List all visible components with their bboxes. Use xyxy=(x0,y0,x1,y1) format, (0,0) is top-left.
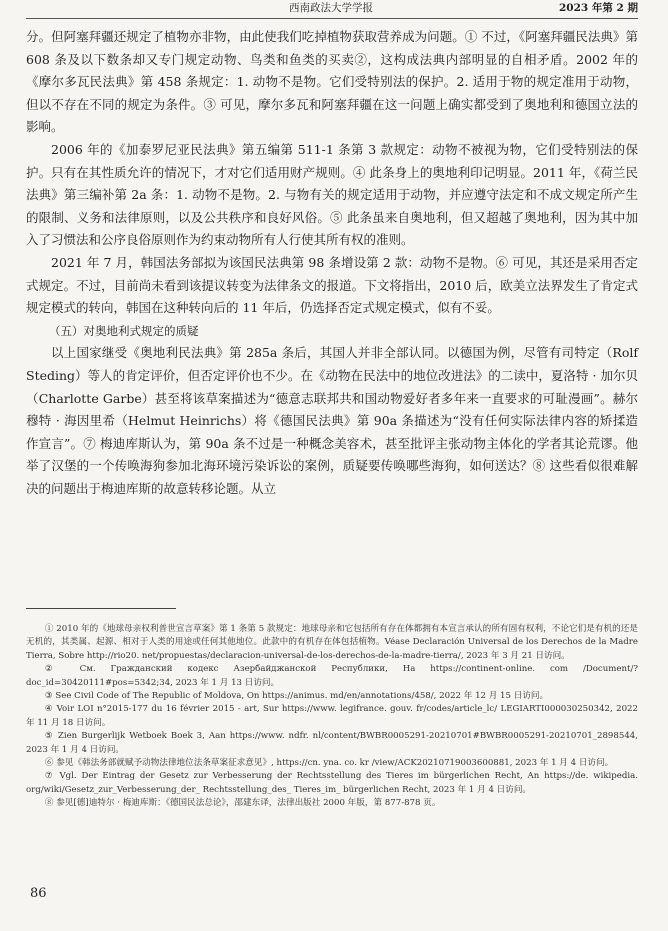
footnote: ⑤ Zien Burgerlijk Wetboek Boek 3, Aan https://www. ndfr. nl/content/BWBR0005291-20210701#BWBR0005291-20210701_2898544, 2023 年 1 月 4 日访问。 xyxy=(26,731,638,755)
paragraph: 2006 年的《加泰罗尼亚民法典》第五编第 511-1 条第 3 款规定：动物不被视为物，它们受特别法的保护。只有在其性质允许的情况下，才对它们适用财产规则。④ 此条身上的奥地利印记明显。2011 年，《荷兰民法典》第三编补第 2a 条：1. 动物不是物。2. 与物有关的规定适用于动物，并应遵守法定和不成文规定所产生的限制、义务和法律原则，以及公共秩序和良好风俗。⑤ 此条虽来自奥地利，但又超越了奥地利，因为其中加入了习惯法和公序良俗原则作为约束动物所有人行使其所有权的准则。 xyxy=(26,141,638,248)
section-heading: （五）对奥地利式规定的质疑 xyxy=(49,323,199,338)
footnote: ⑥ 参见《韩法务部就赋予动物法律地位法条草案征求意见》, https://cn. yna. co. kr /view/ACK20210719003600881, 2023 年 1 月 4 日访问。 xyxy=(44,758,614,769)
footnote: ① 2010 年的《地球母亲权利普世宣言草案》第 1 条第 5 款规定：地球母亲和它包括所有存在体都拥有本宣言承认的所有固有权利，不论它们是有机的还是无机的，其类属、起源、相对于人类的用途或任何其他地位。此款中的有机存在体包括植物。Véase Declaración Universal de los Derechos de la Madre Tierra, Sobre http://rio20. net/propuestas/declaracion-universal-de-los-derechos-de-la-madre-tierra/, 2023 年 3 月 21 日访问。 xyxy=(26,624,638,661)
footnote: ⑧ 参见[德]迪特尔 · 梅迪库斯：《德国民法总论》，邵建东译，法律出版社 2000 年版，第 877-878 页。 xyxy=(44,798,441,809)
footnote: ④ Voir LOI n°2015-177 du 16 février 2015 - art, Sur https://www. legifrance. gouv. fr/codes/article_lc/ LEGIARTI000030250342, 2022 年 11 月 18 日访问。 xyxy=(26,704,638,728)
body-text xyxy=(26,26,638,500)
footnote: ② Cм. Гражданский кодекс Азербайджанской Республики, На https://continent-online. com /Document/? doc_id=30420111#pos=5342;34, 2023 年 1 月 13 日访问。 xyxy=(26,664,638,688)
footnotes xyxy=(26,623,638,811)
journal-title: 西南政法大学学报 xyxy=(289,2,373,14)
page-number: 86 xyxy=(30,886,47,901)
issue-label: 2023 年第 2 期 xyxy=(559,2,638,14)
footnote: ⑦ Vgl. Der Eintrag der Gesetz zur Verbesserung der Rechtsstellung des Tieres im bürgerlichen Recht, An https://de. wikipedia. org/wiki/Gesetz_zur_Verbesserung_der_ Rechtsstellung_des_ Tieres_im_ bürgerlichen Recht, 2023 年 1 月 4 日访问。 xyxy=(26,771,638,795)
footnote: ③ See Civil Code of The Republic of Moldova, On https://animus. md/en/annotations/458/, 2022 年 12 月 15 日访问。 xyxy=(44,691,549,702)
footnote-divider xyxy=(26,608,176,609)
paragraph: 以上国家继受《奥地利民法典》第 285a 条后，其国人并非全部认同。以德国为例，尽管有司特定（Rolf Steding）等人的肯定评价，但否定评价也不少。在《动物在民法中的地位改进法》的二读中，夏洛特 · 加尔贝（Charlotte Garbe）甚至将该草案描述为“德意志联邦共和国动物爱好者多年来一直要求的可耻漫画”。赫尔穆特 · 海因里希（Helmut Heinrichs）将《德国民法典》第 90a 条描述为“没有任何实际法律内容的矫揉造作宣言”。⑦ 梅迪库斯认为，第 90a 条不过是一种概念美容术，甚至批评主张动物主体化的学者其论荒谬。他举了汉堡的一个传唤海狗参加北海环境污染诉讼的案例，质疑要传唤哪些海狗，如何送达？⑧ 这些看似很难解决的问题出于梅迪库斯的故意转移论题。从立 xyxy=(26,345,638,496)
paragraph-continued: 分。但阿塞拜疆还规定了植物亦非物，由此使我们吃掉植物获取营养成为问题。① 不过，《阿塞拜疆民法典》第 608 条及以下数条却又专门规定动物、鸟类和鱼类的买卖②，这构成法典内部明显的自相矛盾。2002 年的《摩尔多瓦民法典》第 458 条规定：1. 动物不是物。它们受特别法的保护。2. 适用于物的规定准用于动物，但以不存在不同的规定为条件。③ 可见，摩尔多瓦和阿塞拜疆在这一问题上确实都受到了奥地利和德国立法的影响。 xyxy=(26,29,638,135)
paragraph: 2021 年 7 月，韩国法务部拟为该国民法典第 98 条增设第 2 款：动物不是物。⑥ 可见，其还是采用否定式规定。不过，目前尚未看到该提议转变为法律条文的报道。下文将指出，2010 后，欧美立法界发生了肯定式规定模式的转向，韩国在这种转向后的 11 年后，仍选择否定式规定模式，似有不妥。 xyxy=(26,254,638,316)
running-header xyxy=(26,0,638,19)
